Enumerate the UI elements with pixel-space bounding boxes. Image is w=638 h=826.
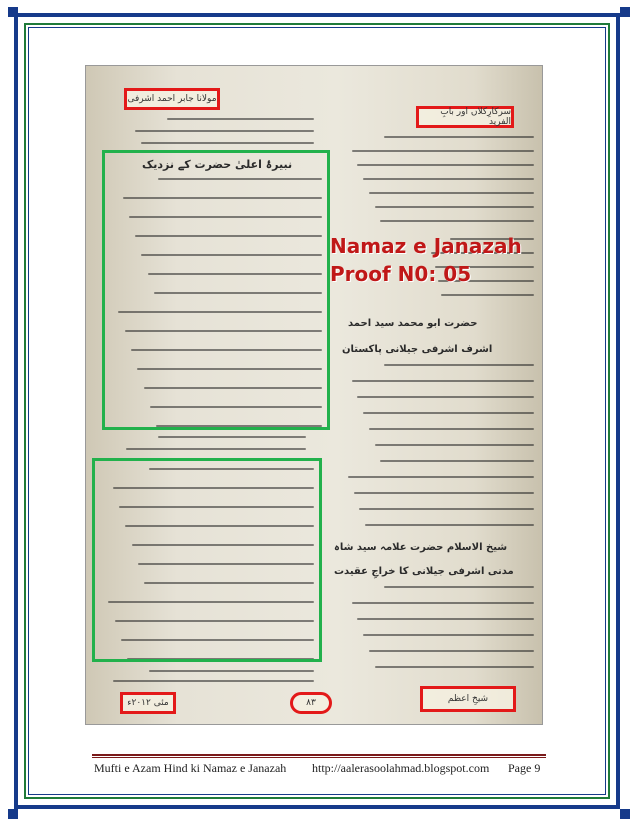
scan-text-stroke — [357, 164, 534, 166]
book-header-left-label — [124, 88, 220, 110]
scan-text-stroke — [352, 150, 534, 152]
scan-text-stroke — [113, 680, 314, 682]
footer-rule — [92, 754, 546, 756]
scan-text-stroke — [380, 460, 534, 462]
book-footer-title-label — [420, 686, 516, 712]
scan-text-stroke — [441, 294, 534, 296]
frame-corner-ornament — [620, 809, 630, 819]
footer-url[interactable]: http://aalerasoolahmad.blogspot.com — [312, 761, 490, 775]
section-heading: نبیرۂ اعلیٰ حضرت کے نزدیک — [142, 158, 293, 171]
highlight-box-lower-left — [92, 458, 322, 662]
footer-title: Mufti e Azam Hind ki Namaz e Janazah — [94, 761, 287, 775]
scan-text-stroke — [135, 130, 314, 132]
scan-text-stroke — [354, 492, 534, 494]
footer-rule-thin — [92, 757, 546, 758]
scan-text-stroke — [352, 602, 534, 604]
right-column-heading-3: شیخ الاسلام حضرت علامہ سید شاہ — [334, 542, 508, 553]
scan-text-stroke — [363, 178, 534, 180]
scan-text-stroke — [141, 142, 314, 144]
right-column-heading-1: حضرت ابو محمد سید احمد — [348, 318, 478, 329]
scan-text-stroke — [380, 220, 534, 222]
scan-text-stroke — [369, 192, 534, 194]
scan-text-stroke — [375, 444, 534, 446]
scan-text-stroke — [357, 618, 534, 620]
footer-page-number: Page 9 — [508, 761, 541, 775]
scan-text-stroke — [359, 508, 534, 510]
book-header-left-text: مولانا جابر احمد اشرفی — [127, 94, 217, 104]
book-header-right-text: سرکارِکلاں اور بابِ الفرید — [440, 107, 511, 127]
frame-corner-ornament — [8, 7, 18, 17]
book-page-number-text: ۸۳ — [306, 698, 316, 708]
frame-corner-ornament — [8, 809, 18, 819]
overlay-title: Namaz e Janazah — [330, 234, 522, 258]
scan-text-stroke — [126, 448, 307, 450]
scan-text-stroke — [365, 524, 534, 526]
book-footer-date-label — [120, 692, 176, 714]
scan-text-stroke — [369, 650, 534, 652]
right-column-heading-2: اشرف اشرفی جیلانی پاکستان — [342, 344, 493, 355]
scan-text-stroke — [384, 364, 534, 366]
scan-text-stroke — [348, 476, 534, 478]
book-page-number — [290, 692, 332, 714]
book-footer-date-text: مئی ۲۰۱۲ء — [127, 698, 169, 708]
scan-text-stroke — [363, 412, 534, 414]
scanned-book-page — [86, 66, 542, 724]
overlay-proof-number: Proof N0: 05 — [330, 262, 472, 286]
right-column-heading-4: مدنی اشرفی جیلانی کا خراجِ عقیدت — [334, 566, 514, 577]
scan-text-stroke — [167, 118, 314, 120]
scan-text-stroke — [384, 136, 534, 138]
scan-text-stroke — [369, 428, 534, 430]
scan-text-stroke — [363, 634, 534, 636]
scan-text-stroke — [375, 666, 534, 668]
book-header-right-label — [416, 106, 514, 128]
scan-text-stroke — [384, 586, 534, 588]
frame-corner-ornament — [620, 7, 630, 17]
scan-text-stroke — [375, 206, 534, 208]
scan-text-stroke — [357, 396, 534, 398]
scan-text-stroke — [149, 670, 314, 672]
book-footer-title-text: شیخِ اعظم — [447, 694, 489, 704]
highlight-box-upper-left — [102, 150, 330, 430]
scan-text-stroke — [352, 380, 534, 382]
scan-text-stroke — [158, 436, 306, 438]
